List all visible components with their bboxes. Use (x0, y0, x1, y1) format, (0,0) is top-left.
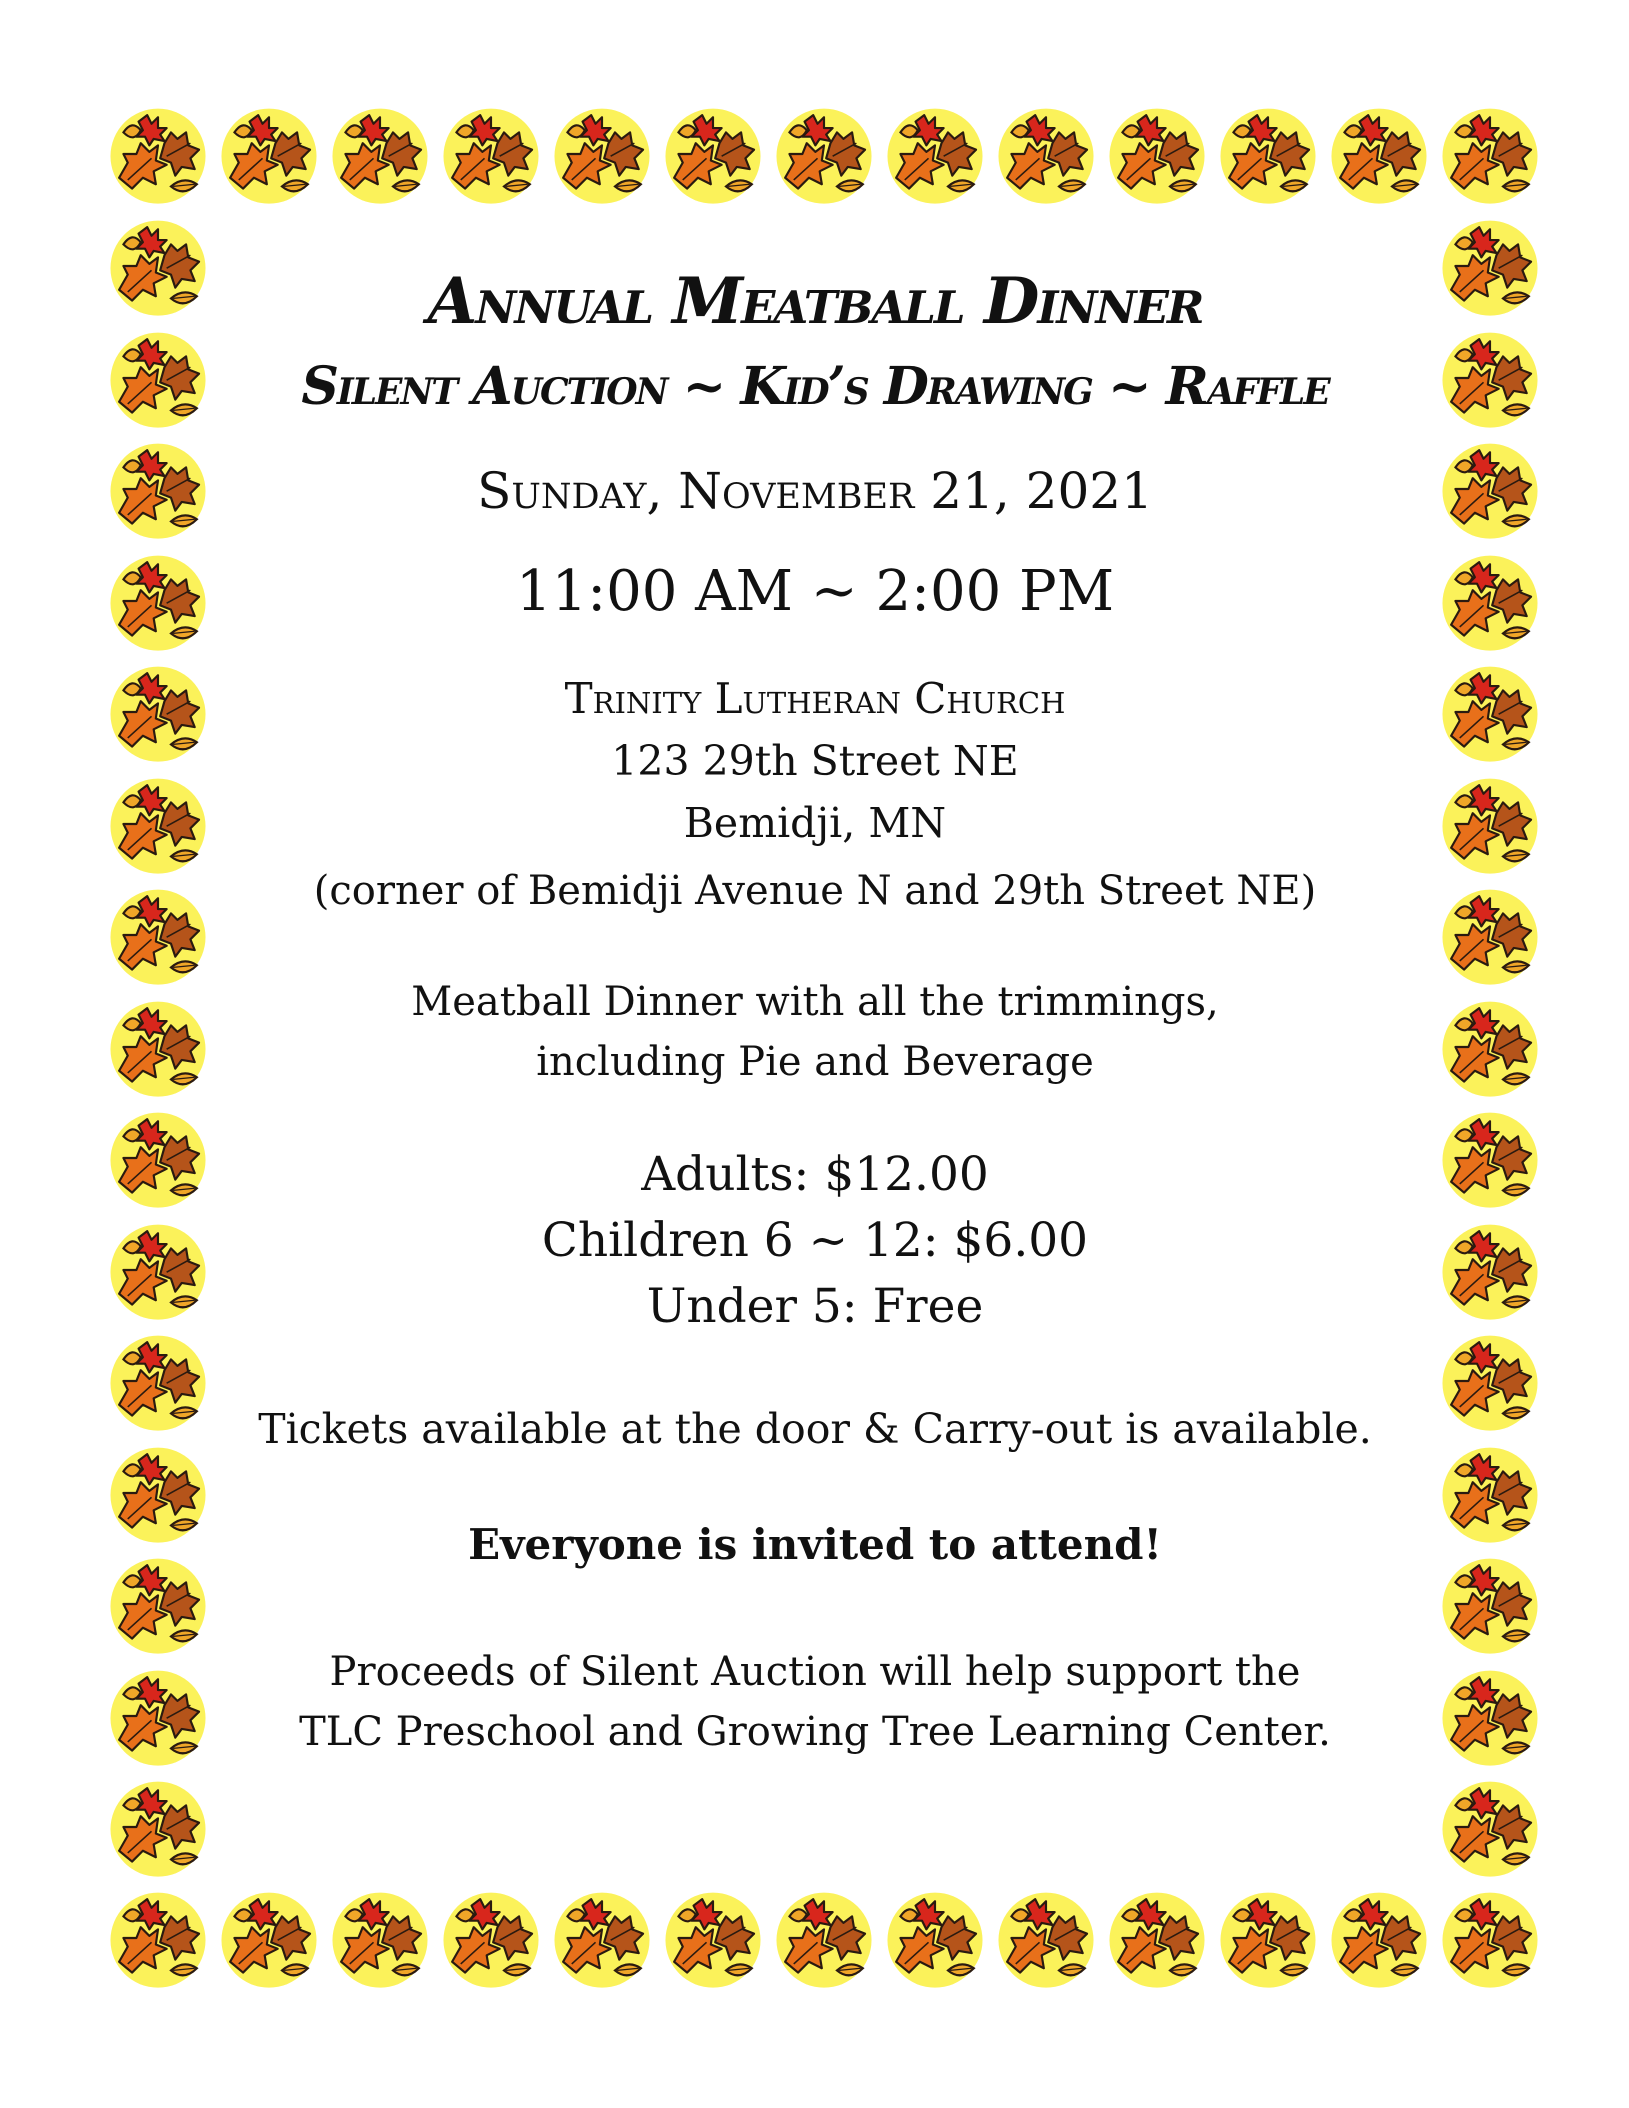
autumn-leaves-icon (1436, 100, 1544, 208)
autumn-leaves-icon (104, 1884, 212, 1992)
autumn-leaves-icon (1436, 881, 1544, 989)
autumn-leaves-icon (1103, 1884, 1211, 1992)
autumn-leaves-icon (1436, 1439, 1544, 1547)
autumn-leaves-icon (1436, 547, 1544, 655)
menu-line-1: Meatball Dinner with all the trimmings, (411, 979, 1219, 1025)
invitation: Everyone is invited to attend! (468, 1520, 1162, 1569)
autumn-leaves-icon (1214, 1884, 1322, 1992)
event-date: Sunday, November 21, 2021 (477, 462, 1153, 520)
autumn-leaves-icon (1436, 1104, 1544, 1212)
autumn-leaves-icon (215, 1884, 323, 1992)
autumn-leaves-icon (104, 1439, 212, 1547)
price-under-5: Under 5: Free (646, 1279, 984, 1334)
autumn-leaves-icon (104, 1327, 212, 1435)
autumn-leaves-icon (1436, 1884, 1544, 1992)
autumn-leaves-icon (548, 100, 656, 208)
venue-directions: (corner of Bemidji Avenue N and 29th Street NE) (313, 868, 1317, 914)
autumn-leaves-icon (659, 1884, 767, 1992)
price-adults: Adults: $12.00 (641, 1147, 989, 1202)
autumn-leaves-icon (1214, 100, 1322, 208)
autumn-leaves-icon (1325, 100, 1433, 208)
autumn-leaves-icon (548, 1884, 656, 1992)
autumn-leaves-icon (104, 547, 212, 655)
autumn-leaves-icon (1436, 1773, 1544, 1881)
autumn-leaves-icon (104, 881, 212, 989)
autumn-leaves-icon (1436, 993, 1544, 1101)
autumn-leaves-icon (770, 1884, 878, 1992)
autumn-leaves-icon (1436, 212, 1544, 320)
venue-street: 123 29th Street NE (611, 737, 1019, 785)
autumn-leaves-icon (104, 770, 212, 878)
autumn-leaves-icon (104, 1662, 212, 1770)
proceeds-note (240, 1642, 1390, 1762)
autumn-leaves-icon (881, 100, 989, 208)
autumn-leaves-icon (992, 1884, 1100, 1992)
autumn-leaves-icon (1436, 1216, 1544, 1324)
autumn-leaves-icon (104, 1550, 212, 1658)
venue-city: Bemidji, MN (683, 799, 947, 847)
autumn-leaves-icon (104, 658, 212, 766)
autumn-leaves-icon (659, 100, 767, 208)
autumn-leaves-icon (1436, 770, 1544, 878)
autumn-leaves-icon (437, 100, 545, 208)
event-subtitle: Silent Auction ~ Kid’s Drawing ~ Raffle (301, 356, 1329, 417)
autumn-leaves-icon (1436, 1327, 1544, 1435)
autumn-leaves-icon (326, 1884, 434, 1992)
autumn-leaves-icon (104, 1773, 212, 1881)
event-time: 11:00 AM ~ 2:00 PM (515, 559, 1115, 624)
autumn-leaves-icon (326, 100, 434, 208)
autumn-leaves-icon (215, 100, 323, 208)
autumn-leaves-icon (104, 212, 212, 320)
menu-line-2: including Pie and Beverage (536, 1039, 1094, 1085)
menu-description (240, 972, 1390, 1092)
autumn-leaves-icon (437, 1884, 545, 1992)
autumn-leaves-icon (1103, 100, 1211, 208)
autumn-leaves-icon (1325, 1884, 1433, 1992)
autumn-leaves-icon (1436, 324, 1544, 432)
autumn-leaves-icon (770, 100, 878, 208)
autumn-leaves-icon (1436, 1662, 1544, 1770)
autumn-leaves-icon (104, 1216, 212, 1324)
autumn-leaves-icon (1436, 658, 1544, 766)
venue-name: Trinity Lutheran Church (564, 674, 1066, 723)
tickets-note: Tickets available at the door & Carry-out is available. (258, 1405, 1372, 1453)
price-list (240, 1142, 1390, 1340)
autumn-leaves-icon (881, 1884, 989, 1992)
price-children: Children 6 ~ 12: $6.00 (541, 1213, 1089, 1268)
proceeds-line-1: Proceeds of Silent Auction will help support the (329, 1649, 1301, 1695)
proceeds-line-2: TLC Preschool and Growing Tree Learning Center. (299, 1709, 1331, 1755)
autumn-leaves-icon (1436, 435, 1544, 543)
autumn-leaves-icon (992, 100, 1100, 208)
autumn-leaves-icon (104, 993, 212, 1101)
autumn-leaves-icon (104, 100, 212, 208)
autumn-leaves-icon (104, 324, 212, 432)
autumn-leaves-icon (104, 1104, 212, 1212)
event-title: Annual Meatball Dinner (427, 264, 1203, 339)
autumn-leaves-icon (104, 435, 212, 543)
autumn-leaves-icon (1436, 1550, 1544, 1658)
